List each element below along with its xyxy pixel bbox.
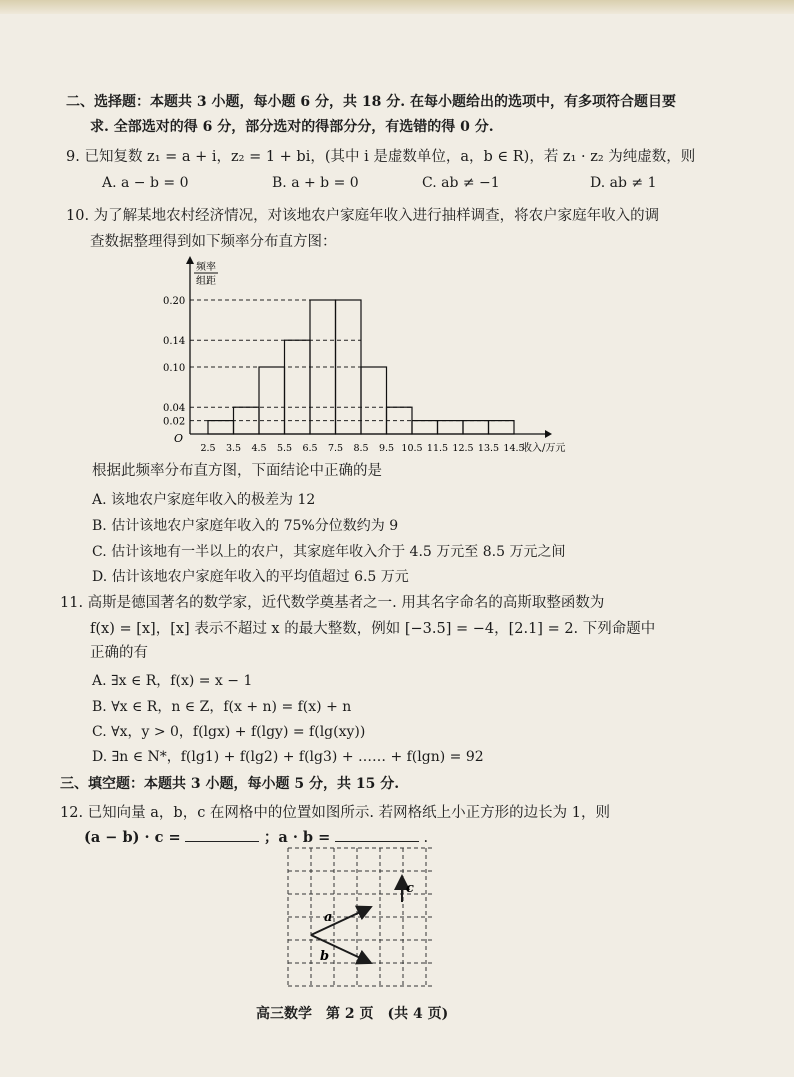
histogram-bar-3 (285, 340, 311, 434)
histogram-bar-10 (463, 421, 489, 434)
vector-b-label: b (320, 949, 330, 964)
q12-stem: 12. 已知向量 a，b，c 在网格中的位置如图所示. 若网格纸上小正方形的边长为 1，则 (60, 805, 610, 821)
q11-stem-line1: 11. 高斯是德国著名的数学家，近代数学奠基者之一. 用其名字命名的高斯取整函数为 (60, 595, 605, 611)
y-tick-label-3: 0.04 (163, 403, 186, 415)
q12-blank1-prefix: (a − b) · c = (84, 829, 181, 846)
y-axis-label-numerator: 频率 (196, 262, 216, 273)
page-footer: 高三数学 第 2 页 (共 4 页) (256, 1006, 449, 1022)
x-tick-label-2: 4.5 (251, 443, 267, 454)
x-tick-label-10: 12.5 (452, 443, 474, 454)
x-tick-label-6: 8.5 (353, 443, 369, 454)
histogram-bar-0 (208, 421, 234, 434)
x-tick-label-0: 2.5 (200, 443, 216, 454)
q9-option-d: D. ab ≠ 1 (590, 175, 657, 191)
x-tick-label-5: 7.5 (327, 443, 344, 454)
scan-top-edge (0, 0, 794, 14)
origin-label: O (174, 432, 184, 445)
q11-stem-line3: 正确的有 (90, 645, 148, 661)
vector-c-label: c (406, 881, 414, 896)
histogram-bar-9 (438, 421, 464, 434)
histogram-bar-8 (412, 421, 438, 434)
y-tick-label-0: 0.20 (163, 296, 186, 307)
x-tick-label-8: 10.5 (401, 443, 423, 454)
histogram-bar-11 (489, 421, 515, 434)
y-axis-label-denominator: 组距 (196, 276, 216, 287)
grid-lines (288, 848, 432, 986)
q12-end: . (423, 830, 429, 846)
frequency-histogram (160, 254, 580, 454)
y-axis-arrow (186, 256, 194, 264)
q11-option-b: B. ∀x ∈ R，n ∈ Z，f(x + n) = f(x) + n (92, 699, 352, 715)
q9-option-a: A. a − b = 0 (102, 175, 189, 191)
x-tick-label-12: 14.5 (503, 443, 525, 454)
q10-option-d: D. 估计该地农户家庭年收入的平均值超过 6.5 万元 (92, 569, 409, 585)
vector-a-label: a (324, 910, 333, 925)
x-tick-label-4: 6.5 (302, 443, 318, 454)
y-tick-label-4: 0.02 (163, 416, 186, 428)
x-tick-label-3: 5.5 (276, 443, 293, 454)
q9-option-c: C. ab ≠ −1 (422, 175, 500, 191)
x-tick-label-9: 11.5 (426, 443, 449, 454)
q12-blank1[interactable] (185, 827, 259, 842)
x-axis-arrow (545, 430, 552, 438)
x-tick-label-11: 13.5 (477, 443, 500, 454)
q10-option-a: A. 该地农户家庭年收入的极差为 12 (92, 492, 316, 508)
y-tick-label-2: 0.10 (163, 363, 186, 374)
q11-option-a: A. ∃x ∈ R，f(x) = x − 1 (92, 673, 253, 689)
histogram-bar-2 (259, 367, 285, 434)
q11-option-d: D. ∃n ∈ N*，f(lg1) + f(lg2) + f(lg3) + …… + f(lgn) = 92 (92, 749, 484, 765)
vector-grid-figure (280, 840, 440, 1000)
q10-stem-line2: 查数据整理得到如下频率分布直方图： (90, 234, 337, 250)
x-tick-label-1: 3.5 (225, 443, 242, 454)
vector-a-arrow (311, 907, 371, 935)
x-axis-label: 收入/万元 (522, 443, 566, 454)
q11-option-c: C. ∀x，y > 0，f(lgx) + f(lgy) = f(lg(xy)) (92, 724, 366, 740)
section-2-heading-line2: 求. 全部选对的得 6 分，部分选对的得部分分，有选错的得 0 分. (90, 119, 494, 135)
q9-stem: 9. 已知复数 z₁ = a + i，z₂ = 1 + bi，(其中 i 是虚数单位，a，b ∈ R)，若 z₁ · z₂ 为纯虚数，则 (66, 149, 696, 165)
q9-option-b: B. a + b = 0 (272, 175, 359, 191)
q11-stem-line2: f(x) = [x]，[x] 表示不超过 x 的最大整数，例如 [−3.5] = −4，[2.1] = 2. 下列命题中 (90, 621, 656, 637)
q10-option-b: B. 估计该地农户家庭年收入的 75%分位数约为 9 (92, 518, 399, 534)
section-2-heading-line1: 二、选择题：本题共 3 小题，每小题 6 分，共 18 分. 在每小题给出的选项中，有多项符合题目要 (66, 94, 676, 110)
section-3-heading: 三、填空题：本题共 3 小题，每小题 5 分，共 15 分. (60, 776, 400, 792)
q12-blank2-prefix: ；a · b = (263, 829, 331, 846)
q10-option-c: C. 估计该地有一半以上的农户，其家庭年收入介于 4.5 万元至 8.5 万元之间 (92, 544, 566, 560)
histogram-bar-6 (361, 367, 387, 434)
q10-question-line: 根据此频率分布直方图，下面结论中正确的是 (92, 463, 382, 479)
q10-stem-line1: 10. 为了解某地农村经济情况，对该地农户家庭年收入进行抽样调查，将农户家庭年收入的调 (66, 208, 660, 224)
x-tick-label-7: 9.5 (378, 443, 395, 454)
y-tick-label-1: 0.14 (163, 336, 186, 348)
